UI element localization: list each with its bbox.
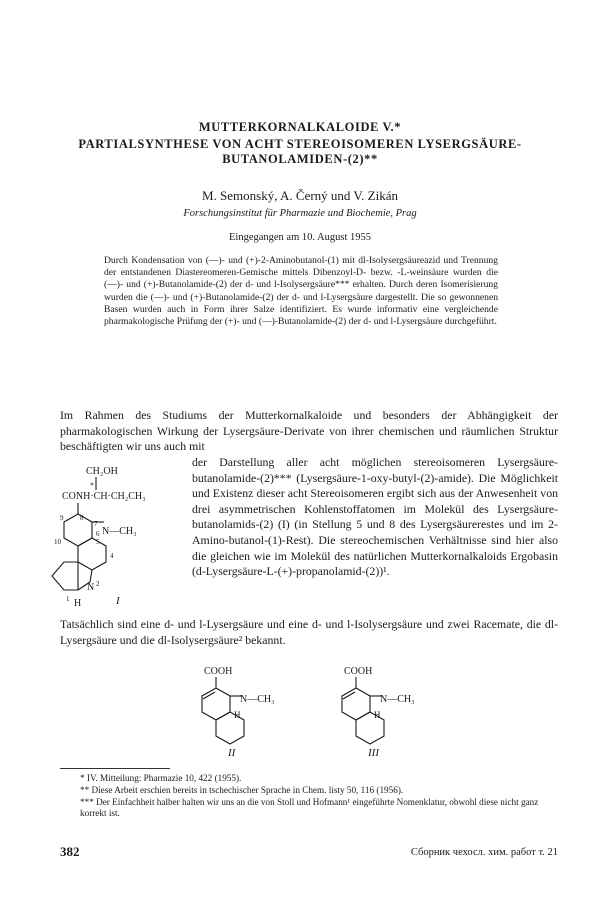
s3-double-bond xyxy=(343,692,355,699)
abstract-text: Durch Kondensation von (—)- und (+)-2-Aminobutanol-(1) mit dl-Isolysergsäureazid und Trennung der entstandenen Diastereomeren-Gemische mittels Dibenzoyl-D- bezw. -L-weinsäure wurden die (—)- und (+)-Butanolamide-(2) der d- und l-Isolysergsäure*** erhalten. Durch deren Isomerisierung wurden die (—)- und (+)-Butanolamide-(2) der d- und l-Lysergsäure dargestellt. Die so gewonnenen Basen wurden auch in Form ihrer Salze identifiziert. Es wurde informativ eine vergleichende pharmakologische Prüfung der (+)- und (—)-Butanolamide-(2) der d- und l-Lysergsäure durchgeführt. xyxy=(104,255,498,328)
s2-label: II xyxy=(228,747,236,759)
structure-II-drawing xyxy=(188,662,308,758)
body-paragraph-2 xyxy=(192,455,558,580)
s1-num5: 5 xyxy=(96,538,100,546)
body-text-3: Tatsächlich sind eine d- und l-Lysergsäure und eine d- und l-Isolysergsäure und zwei Racemate, die dl-Lysergsäure und die dl-Isolysergsäure² bekannt. xyxy=(60,617,558,647)
s1-n: N xyxy=(87,582,95,593)
s1-num2: 2 xyxy=(96,580,100,588)
s2-cooh: COOH xyxy=(204,666,233,677)
article-title-line2: PARTIALSYNTHESE VON ACHT STEREOISOMEREN LYSERGSÄURE-BUTANOLAMIDEN-(2)** xyxy=(78,137,522,166)
article-title-line1: MUTTERKORNALKALOIDE V.* xyxy=(198,120,402,134)
received-date: Eingegangen am 10. August 1955 xyxy=(228,232,372,243)
footnote-2: ** Diese Arbeit erschien bereits in tschechischer Sprache in Chem. listy 50, 116 (1956). xyxy=(80,784,404,795)
s1-n-methyl: N—CH₃ xyxy=(102,526,137,537)
s1-label: I xyxy=(116,595,120,607)
s1-num7: 7 xyxy=(94,520,98,528)
s1-num10: 10 xyxy=(54,538,61,546)
s1-num4: 4 xyxy=(110,552,114,560)
s1-num6: 6 xyxy=(96,530,100,538)
s1-ring-b xyxy=(52,562,78,590)
s2-n-methyl: N—CH₃ xyxy=(240,694,275,705)
institution: Forschungsinstitut für Pharmazie und Biochemie, Prag xyxy=(183,208,417,219)
s1-num1: 1 xyxy=(66,595,70,603)
page-number: 382 xyxy=(60,844,80,859)
structure-II xyxy=(188,662,308,758)
s2-double-bond xyxy=(203,692,215,699)
s1-num9: 9 xyxy=(60,514,64,522)
structure-I xyxy=(54,462,190,612)
s3-label: III xyxy=(368,747,379,759)
s3-ring-top xyxy=(342,688,370,720)
s1-ch2oh: CH₂OH xyxy=(86,466,118,477)
footnote-rule xyxy=(60,768,170,769)
footnote-1: * IV. Mitteilung: Pharmazie 10, 422 (1955). xyxy=(80,773,242,783)
structure-III-drawing xyxy=(328,662,448,758)
structure-I-drawing xyxy=(54,462,190,612)
body-text-2: der Darstellung aller acht möglichen stereoisomeren Lysergsäure-butanolamide-(2)*** (Lysergsäure-1-oxy-butyl-(2)-amide). Die Möglichkeit und Existenz dieser acht Stereoisomeren ergibt sich aus der Anwesenheit von drei asymmetrischen Kohlenstoffatomen im Molekül des Lysergsäure-butanolamids-(2) (I) (in Stellung 5 und 8 des Lysergsäurerestes und im 2-Amino-butanol-(1)-Rest). Die stereochemischen Verhältnisse sind hier also die gleichen wie im Molekül des natürlichen Mutterkornalkaloids Ergobasin (d-Lysergsäure-L-(+)-propanolamid-(2))¹. xyxy=(192,455,558,579)
s1-star: * xyxy=(90,481,94,490)
s1-conh: CONH·CH·CH₂CH₃ xyxy=(62,491,146,502)
s1-ring-c xyxy=(78,538,106,570)
body-text-1: Im Rahmen des Studiums der Mutterkornalkaloide und besonders der Abhängigkeit der pharmakologischen Wirkung der Lysergsäure-Derivate von ihrer chemischen und räumlichen Struktur beschäftigten wir uns auch mit xyxy=(60,408,558,454)
authors: M. Semonský, A. Černý und V. Zikán xyxy=(202,188,398,203)
abstract xyxy=(104,255,498,328)
s1-ring-d xyxy=(64,514,92,546)
journal-reference: Сборник чехосл. хим. работ т. 21 xyxy=(410,847,558,858)
s2-h: H xyxy=(234,710,241,720)
footnote-3: *** Der Einfachheit halber halten wir uns an die von Stoll und Hofmann¹ eingeführte Nomenklatur, obwohl diese nicht ganz korrekt ist. xyxy=(80,796,539,819)
footnotes xyxy=(60,773,558,820)
s3-cooh: COOH xyxy=(344,666,373,677)
s3-h: H xyxy=(374,710,381,720)
s2-ring-top xyxy=(202,688,230,720)
s3-n-methyl: N—CH₃ xyxy=(380,694,415,705)
s1-nh: H xyxy=(74,598,82,609)
structure-III xyxy=(328,662,448,758)
s1-num8: 8 xyxy=(80,514,84,522)
s1-bond xyxy=(90,570,92,582)
body-paragraph-3 xyxy=(60,617,558,648)
body-paragraph-1 xyxy=(60,408,558,455)
